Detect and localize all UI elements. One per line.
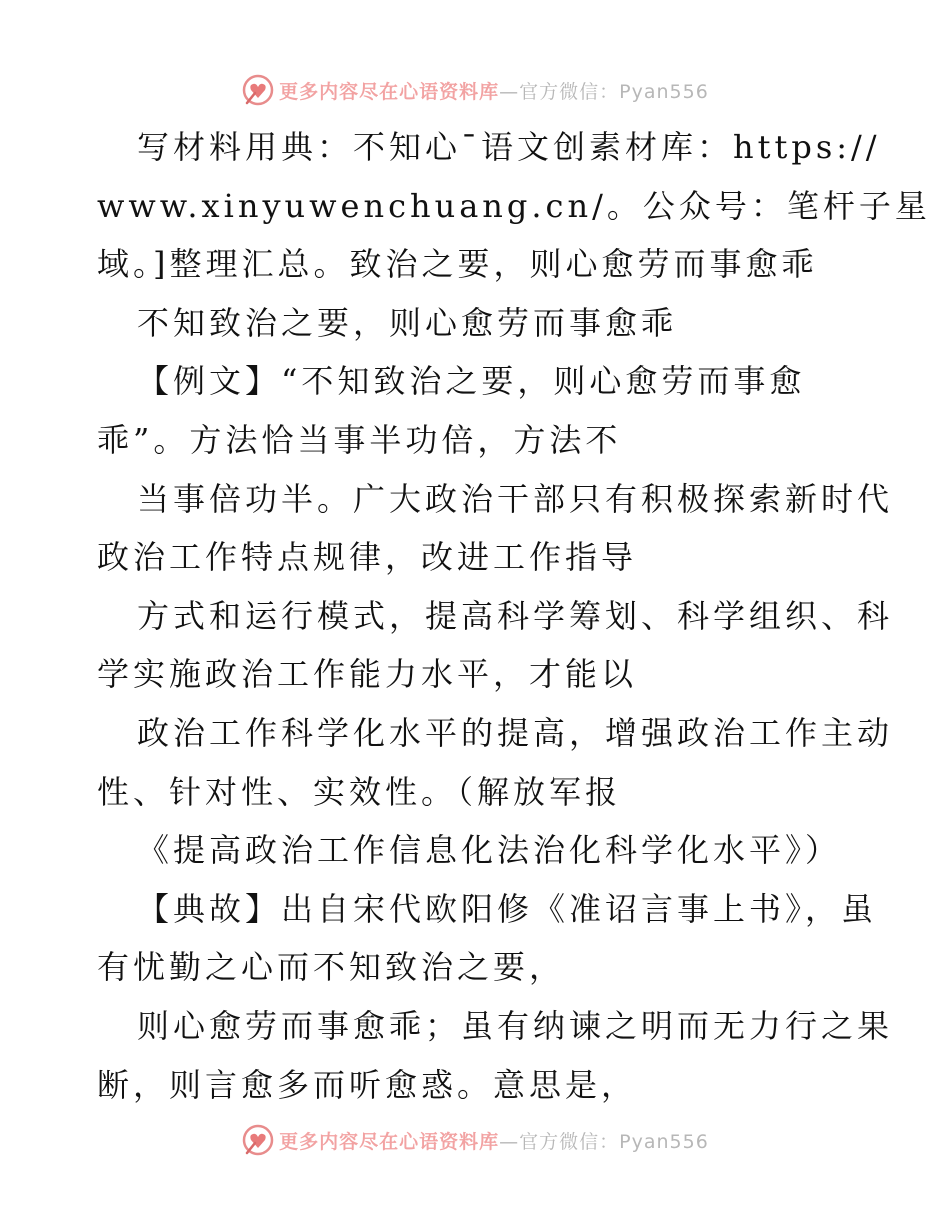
text-line: 则心愈劳而事愈乖；虽有纳谏之明而无力行之果 (137, 1006, 894, 1045)
text-line: 政治工作特点规律，改进工作指导 (97, 538, 638, 577)
watermark-footer (0, 1120, 950, 1160)
document-body (97, 118, 931, 1114)
text-line: 域。]整理汇总。致治之要，则心愈劳而事愈乖 (97, 245, 818, 284)
text-line: 当事倍功半。广大政治干部只有积极探索新时代 (137, 479, 894, 518)
text-line: www.xinyuwenchuang.cn/。公众号：笔杆子星 (97, 186, 931, 225)
text-line: 政治工作科学化水平的提高，增强政治工作主动 (137, 713, 894, 752)
watermark-sub-text: —官方微信：Pyan556 (499, 80, 709, 103)
text-line: 【例文】“不知致治之要，则心愈劳而事愈 (137, 362, 806, 401)
watermark-header (0, 70, 950, 110)
text-line: 乖”。方法恰当事半功倍，方法不 (97, 420, 622, 459)
watermark-main-text: 更多内容尽在心语资料库 (279, 1130, 500, 1153)
text-line: 《提高政治工作信息化法治化科学化水平》） (137, 831, 842, 870)
text-line: 学实施政治工作能力水平，才能以 (97, 655, 638, 694)
text-line: 不知致治之要，则心愈劳而事愈乖 (137, 303, 678, 342)
text-line: 【典故】出自宋代欧阳修《准诏言事上书》，虽 (137, 889, 878, 928)
text-line: 有忧勤之心而不知致治之要， (97, 948, 566, 987)
heart-pen-logo-icon (241, 73, 275, 107)
text-line: 断，则言愈多而听愈惑。意思是， (97, 1065, 638, 1104)
text-line: 方式和运行模式，提高科学筹划、科学组织、科 (137, 596, 894, 635)
text-line: 写材料用典：不知心¯语文创素材库：https:// (137, 128, 881, 166)
text-line: 性、针对性、实效性。（解放军报 (97, 772, 622, 811)
heart-pen-logo-icon (241, 1123, 275, 1157)
watermark-sub-text: —官方微信：Pyan556 (499, 1130, 709, 1153)
watermark-main-text: 更多内容尽在心语资料库 (279, 80, 500, 103)
